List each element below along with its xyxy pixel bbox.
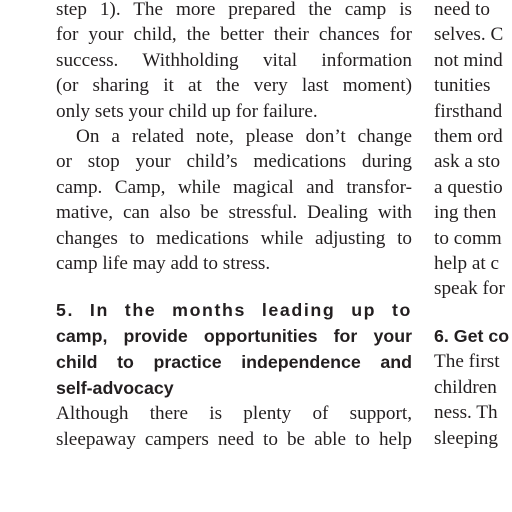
text-line: children <box>434 376 497 398</box>
text-line: camp. Camp, while magical and transfor- <box>56 176 412 198</box>
heading-line: 6. Get co <box>434 325 510 346</box>
text-line: only sets your child up for failure. <box>56 100 318 122</box>
text-line: mative, can also be stressful. Dealing with <box>56 202 412 224</box>
text-line: On a related note, please don’t change <box>76 125 412 147</box>
text-line: ness. Th <box>434 402 498 424</box>
text-line: tunities <box>434 75 491 97</box>
right-column <box>434 0 512 451</box>
text-line: or stop your child’s medications during <box>56 151 412 173</box>
text-line: sleepaway campers need to be able to help <box>56 428 412 450</box>
text-line: sleeping <box>434 427 498 449</box>
text-line: selves. C <box>434 24 504 46</box>
section-heading-6 <box>434 324 512 350</box>
paragraph-self-help <box>434 0 512 302</box>
text-line: ing then <box>434 202 497 224</box>
text-line: speak for <box>434 278 505 300</box>
text-line: ask a sto <box>434 151 501 173</box>
heading-line: camp, provide opportunities for your <box>56 326 412 347</box>
left-column <box>56 0 412 452</box>
text-line: a questio <box>434 176 503 198</box>
text-line: The first <box>434 351 500 373</box>
paragraph-medications <box>56 124 412 276</box>
section-heading-5 <box>56 298 412 401</box>
text-line: camp life may add to stress. <box>56 252 271 274</box>
text-line: success. Withholding vital information <box>56 49 412 71</box>
text-line: need to <box>434 0 490 20</box>
text-line: for your child, the better their chances for <box>56 24 412 46</box>
paragraph-first <box>434 349 512 451</box>
text-line: firsthand <box>434 100 503 122</box>
text-line: them ord <box>434 125 503 147</box>
text-line: not mind <box>434 49 503 71</box>
heading-line: 5. In the months leading up to <box>56 300 412 321</box>
text-line: help at c <box>434 252 499 274</box>
paragraph-support <box>56 401 412 452</box>
paragraph-preparedness <box>56 0 412 124</box>
text-line: changes to medications while adjusting to <box>56 227 412 249</box>
heading-line: self-advocacy <box>56 377 174 398</box>
heading-line: child to practice independence and <box>56 351 412 372</box>
text-line: step 1). The more prepared the camp is <box>56 0 412 20</box>
text-line: Although there is plenty of support, <box>56 403 412 425</box>
text-line: to comm <box>434 227 502 249</box>
text-line: (or sharing it at the very last moment) <box>56 75 412 97</box>
